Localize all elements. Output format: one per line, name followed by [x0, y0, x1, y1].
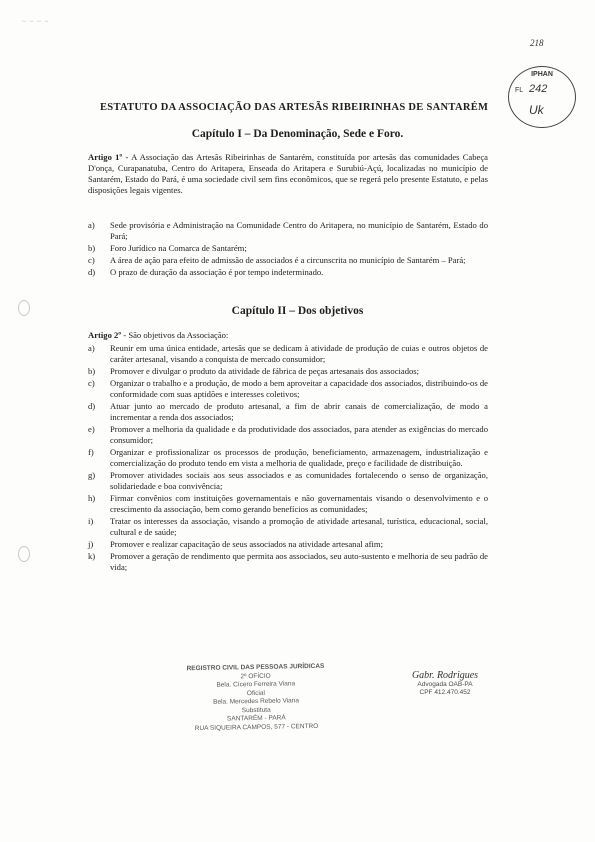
- punch-hole: [18, 300, 30, 316]
- list-item: [88, 551, 488, 573]
- list-item: [88, 243, 488, 254]
- list-item: [88, 493, 488, 515]
- lawyer-line: Advogada OAB-PA: [417, 680, 473, 688]
- item-mark: g): [88, 470, 96, 480]
- list-item: [88, 539, 488, 550]
- list-item: [88, 366, 488, 377]
- article-2-items: [88, 343, 488, 574]
- item-text: Promover atividades sociais aos seus associados e as comunidades fortalecendo o senso de organização, solidariedade e boa convivência;: [110, 470, 488, 491]
- item-mark: c): [88, 378, 95, 388]
- registry-line: Oficial: [246, 689, 266, 697]
- item-text: Atuar junto ao mercado de produto artesanal, a fim de abrir canais de comercialização, de modo a incrementar a renda dos associados;: [110, 401, 488, 422]
- item-mark: i): [88, 516, 94, 526]
- list-item: [88, 424, 488, 446]
- registry-line: SANTARÉM - PARÁ: [226, 714, 286, 723]
- item-mark: c): [88, 255, 95, 265]
- chapter-2-heading: Capítulo II – Dos objetivos: [231, 305, 364, 317]
- article-2: [88, 330, 488, 341]
- list-item: [88, 470, 488, 492]
- article-1-text: - A Associação das Artesãs Ribeirinhas de Santarém, constituída por artesãs das comunidades Cabeça D'onça, Curapanatuba, Centro do Aritapera, Enseada do Aritapera e Surubiú-Açú, localizadas no município de Santarém, Estado do Pará, é uma sociedade civil sem fins econômicos, que se regerá pelo presente Estatuto, e pelas disposições legais vigentes.: [88, 152, 488, 195]
- list-item: [88, 447, 488, 469]
- article-1: [88, 152, 488, 196]
- item-text: Organizar e profissionalizar os processos de produção, beneficiamento, armazenagem, industrialização e comercialização do produto tendo em vista a melhoria de qualidade, preço e facilidade de distribuição.: [110, 447, 488, 468]
- item-mark: d): [88, 267, 96, 277]
- registry-line: REGISTRO CIVIL DAS PESSOAS JURÍDICAS: [186, 662, 325, 673]
- item-text: O prazo de duração da associação é por tempo indeterminado.: [110, 267, 324, 277]
- article-1-items: [88, 220, 488, 279]
- document-title: ESTATUTO DA ASSOCIAÇÃO DAS ARTESÃS RIBEIRINHAS DE SANTARÉM: [100, 102, 489, 113]
- stamp-rubric: Uk: [529, 103, 544, 117]
- lawyer-signature: Gabr. Rodrigues: [411, 670, 479, 681]
- punch-hole: [18, 546, 30, 562]
- item-mark: k): [88, 551, 96, 561]
- item-mark: a): [88, 343, 95, 353]
- stamp-sheet-number: 242: [529, 83, 548, 95]
- registry-line: Substituta: [241, 706, 271, 714]
- registry-stamp: [175, 663, 336, 734]
- registry-line: 2º OFÍCIO: [240, 672, 271, 680]
- item-mark: e): [88, 424, 95, 434]
- registry-line: Bela. Mercedes Rebelo Viana: [213, 697, 300, 706]
- scan-marks: ~ ~ ~ ~: [22, 18, 50, 26]
- item-mark: d): [88, 401, 96, 411]
- stamp-fl-label: FL: [515, 87, 524, 94]
- item-mark: b): [88, 243, 96, 253]
- list-item: [88, 516, 488, 538]
- item-text: Promover a geração de rendimento que permita aos associados, seu auto-sustento e melhoria de seu padrão de vida;: [110, 551, 488, 572]
- list-item: [88, 267, 488, 278]
- registry-line: RUA SIQUEIRA CAMPOS, 577 - CENTRO: [194, 722, 319, 732]
- lawyer-line: CPF 412.470.452: [419, 689, 471, 696]
- list-item: [88, 220, 488, 242]
- item-text: Organizar o trabalho e a produção, de modo a bem aproveitar a capacidade dos associados, distribuindo-os de conformidade com suas aptidões e interesses coletivos;: [110, 378, 488, 399]
- article-2-text: - São objetivos da Associação:: [121, 330, 229, 340]
- list-item: [88, 378, 488, 400]
- lawyer-stamp: [390, 672, 500, 698]
- chapter-1-heading: Capítulo I – Da Denominação, Sede e Foro.: [191, 128, 404, 140]
- item-text: Promover a melhoria da qualidade e da produtividade dos associados, para atender as exigências do mercado consumidor;: [110, 424, 488, 445]
- item-mark: b): [88, 366, 96, 376]
- list-item: [88, 343, 488, 365]
- item-mark: a): [88, 220, 95, 230]
- item-mark: j): [88, 539, 94, 549]
- article-1-label: Artigo 1º: [88, 152, 123, 162]
- list-item: [88, 255, 488, 266]
- item-text: Foro Jurídico na Comarca de Santarém;: [110, 243, 247, 253]
- item-text: Sede provisória e Administração na Comunidade Centro do Aritapera, no município de Santarém, Estado do Pará;: [110, 220, 488, 241]
- item-text: Promover e divulgar o produto da atividade de fábrica de peças artesanais dos associados;: [110, 366, 420, 376]
- item-text: Reunir em uma única entidade, artesãs que se dedicam à atividade de produção de cuias e outros objetos de caráter artesanal, visando a conquista de mercado consumidor;: [110, 343, 488, 364]
- item-text: Promover e realizar capacitação de seus associados na atividade artesanal afim;: [110, 539, 383, 549]
- registry-line: Bela. Cícero Ferreira Viana: [216, 680, 296, 689]
- item-text: A área de ação para efeito de admissão de associados é a circunscrita no município de Santarém – Pará;: [110, 255, 466, 265]
- item-text: Firmar convênios com instituições governamentais e não governamentais visando o desenvolvimento e o crescimento da associação, bem como gerando benefícios as comunidades;: [110, 493, 488, 514]
- stamp-org: IPHAN: [531, 71, 553, 78]
- article-2-label: Artigo 2º: [88, 330, 122, 340]
- list-item: [88, 401, 488, 423]
- handwritten-page-number: 218: [530, 38, 544, 48]
- item-mark: h): [88, 493, 96, 503]
- iphan-stamp: [508, 66, 576, 128]
- item-mark: f): [88, 447, 94, 457]
- item-text: Tratar os interesses da associação, visando a promoção de atividade artesanal, turística, educacional, social, cultural e de saúde;: [110, 516, 488, 537]
